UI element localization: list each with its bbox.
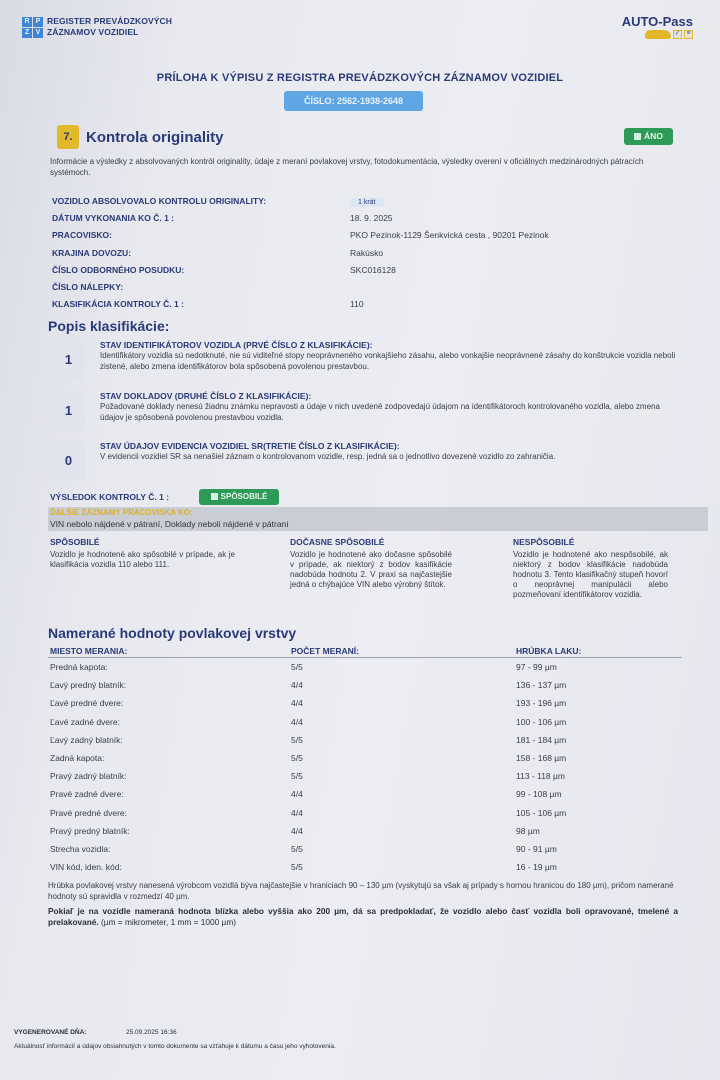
classification-description-title: Popis klasifikácie: [48,318,170,334]
table-row: Ľavý zadný blatník: 5/5 181 - 184 µm [50,734,567,745]
rpzv-logo-text: REGISTER PREVÁDZKOVÝCH ZÁZNAMOV VOZIDIEL [47,16,172,37]
table-row: Pravý zadný blatník: 5/5 113 - 118 µm [50,771,565,782]
footer-note: Aktuálnosť informácií a údajov obsiahnutých v tomto dokumente sa vzťahuje k dátumu a času jeho vyhotovenia. [14,1043,336,1050]
classification-digit: 1 [52,340,85,380]
category-suitable: SPÔSOBILÉ Vozidlo je hodnotené ako spôsobilé v prípade, ak je klasifikácia vozidla 110 alebo 111. [50,537,235,569]
result-label: VÝSLEDOK KONTROLY Č. 1 : [50,492,170,502]
car-icon [645,30,671,39]
result-badge: SPÔSOBILÉ [199,489,279,505]
check-icon [211,493,218,500]
table-row: Ľavé zadné dvere: 4/4 100 - 106 µm [50,716,567,727]
table-row: Zadná kapota: 5/5 158 - 168 µm [50,752,567,763]
table-row: Strecha vozidla: 5/5 90 - 91 µm [50,843,557,854]
category-unsuitable: NESPÔSOBILÉ Vozidlo je hodnotené ako nespôsobilé, ak niektorý z bodov klasifikácie nadobúda hodnotu 3. Tento klasifikačný stupeň hovorí o neoprávnej manipulácii alebo pozmeňovaní identifikátorov vozidla. [513,537,668,599]
document-number-badge: ČÍSLO: 2562-1938-2648 [284,91,423,111]
thickness-warning: Pokiaľ je na vozidle nameraná hodnota blízka alebo vyššia ako 200 µm, dá sa predpokladať, že vozidlo alebo časť vozidla boli opravované, tmelené a prelakované. (µm = mikrometer, 1 mm = 1000 µm) [48,906,678,927]
check-icon [634,133,641,140]
generated-label: VYGENEROVANÉ DŇA: [14,1029,87,1036]
document-page: R P Z V REGISTER PREVÁDZKOVÝCH ZÁZNAMOV VOZIDIEL AUTO-Pass ✓ ≡ PRÍLOHA K VÝPISU Z REGISTRA PREVÁDZKOVÝCH ZÁZNAMOV VOZIDIEL ČÍSLO: 2562-1938-2648 7. Kontrola originality ÁNO Informácie a výsledky z absolvovaných kontról originality, údaje z meraní povlakovej vrstvy, fotodokumentácia, výsledky overení v oficiálnych medzinárodných pátracích systémoch. VOZIDLO ABSOLVOVALO KONTROLU ORIGINALITY: 1 krát DÁTUM VYKONANIA KO Č. 1 : 18. 9. 2025 PRACOVISKO: PKO Pezinok-1129 Šenkvická cesta , 90201 Pezinok KRAJINA DOVOZU: Rakúsko ČÍSLO ODBORNÉHO POSUDKU: SKC016128 ČÍSLO NÁLEPKY: KLASIFIKÁCIA KONTROLY Č. 1 : 110 Popis klasifikácie: 1 STAV IDENTIFIKÁTOROV VOZIDLA (PRVÉ ČÍSLO Z KLASIFIKÁCIE): Identifikátory vozidla sú nedotknuté, nie sú viditeľné stopy neoprávneného vonkajšieho zásahu, alebo vonkajšie neoprávnené zásahy do konštrukcie vozidla neboli zistené, alebo zmena identifikátorov bola spôsobená povolenou prestavbou. 1 STAV DOKLADOV (DRUHÉ ČÍSLO Z KLASIFIKÁCIE): Požadované doklady nenesú žiadnu známku nepravosti a údaje v nich uvedené zodpovedajú údajom na identifikátoroch kontrolovaného vozidla, alebo zmena údajov je spôsobená povolenou prestavbou vozidla. 0 STAV ÚDAJOV EVIDENCIA VOZIDIEL SR(TRETIE ČÍSLO Z KLASIFIKÁCIE): V evidencii vozidiel SR sa nenašiel záznam o kontrolovanom vozidle, resp. jedná sa o jednotlivo dovezené vozidlo zo zahraničia. VÝSLEDOK KONTROLY Č. 1 : SPÔSOBILÉ ĎALŠIE ZÁZNAMY PRACOVISKA KO: VIN nebolo nájdené v pátraní, Doklady neboli nájdené v pátraní SPÔSOBILÉ Vozidlo je hodnotené ako spôsobilé v prípade, ak je klasifikácia vozidla 110 alebo 111. DOČASNE SPÔSOBILÉ Vozidlo je hodnotené ako dočasne spôsobilé v prípade, ak niektorý z bodov kasifikácie nadobúda hodnotu 2. V praxi sa najčastejšie jedná o chýbajúce VIN alebo výrobný štítok. NESPÔSOBILÉ Vozidlo je hodnotené ako nespôsobilé, ak niektorý z bodov klasifikácie nadobúda hodnotu 3. Tento klasifikačný stupeň hovorí o neoprávnej manipulácii alebo pozmeňovaní identifikátorov vozidla. Namerané hodnoty povlakovej vrstvy MIESTO MERANIA: POČET MERANÍ: HRÚBKA LAKU: Predná kapota: 5/5 97 - 99 µm Ľavý predný blatník: 4/4 136 - 137 µm Ľavé predné dvere: 4/4 193 - 196 µm Ľavé zadné dvere: 4/4 100 - 106 µm Ľavý zadný blatník: 5/5 181 - 184 µm Zadná kapota: 5/5 158 - 168 µm Pravý zadný blatník: 5/5 113 - 118 µm Pravé zadné dvere: 4/4 99 - 108 µm Pravé predné dvere: 4/4 105 - 106 µm Pravý predný blatník: 4/4 98 µm Strecha vozidla: 5/5 90 - 91 µm VIN kód, iden. kód: 5/5 16 - 19 µm Hrúbka povlakovej vrstvy nanesená výrobcom vozidlá býva najčastejšie v hraniciach 90 – 130 µm (vyskytujú sa však aj prípady s hornou hranicou do 180 µm), pričom namerané hodnoty sú spravidla v rozmedzí 40 µm. Pokiaľ je na vozidle nameraná hodnota blízka alebo vyššia ako 200 µm, dá sa predpokladať, že vozidlo alebo časť vozidla boli opravované, tmelené a prelakované. (µm = mikrometer, 1 mm = 1000 µm) VYGENEROVANÉ DŇA: 25.09.2025 16:36 Aktuálnosť informácií a údajov obsiahnutých v tomto dokumente sa vzťahuje k dátumu a času jeho vyhotovenia. [0,0,720,1080]
table-row: Pravý predný blatník: 4/4 98 µm [50,825,540,836]
table-row: Pravé zadné dvere: 4/4 99 - 108 µm [50,789,562,800]
section-status-badge: ÁNO [624,128,673,145]
section-number: 7. [57,125,79,149]
category-temporarily-suitable: DOČASNE SPÔSOBILÉ Vozidlo je hodnotené ako dočasne spôsobilé v prípade, ak niektorý z bodov kasifikácie nadobúda hodnotu 2. V praxi sa najčastejšie jedná o chýbajúce VIN alebo výrobný štítok. [290,537,452,589]
table-header: MIESTO MERANIA: POČET MERANÍ: HRÚBKA LAKU: [48,646,682,658]
table-row: Pravé predné dvere: 4/4 105 - 106 µm [50,807,567,818]
table-row: Ľavý predný blatník: 4/4 136 - 137 µm [50,680,567,691]
additional-records-text: VIN nebolo nájdené v pátraní, Doklady neboli nájdené v pátraní [50,519,289,529]
table-row: Ľavé predné dvere: 4/4 193 - 196 µm [50,698,567,709]
generated-value: 25.09.2025 16:36 [126,1029,177,1036]
checkbox-icon: ✓ [674,30,681,37]
document-icon: ≡ [684,30,693,39]
section-intro: Informácie a výsledky z absolvovaných kontról originality, údaje z meraní povlakovej vrstvy, fotodokumentácia, výsledky overení v oficiálnych medzinárodných pátracích systémoch. [50,157,644,177]
measurements-title: Namerané hodnoty povlakovej vrstvy [48,625,297,641]
count-pill: 1 krát [350,198,384,207]
table-row: VIN kód, iden. kód: 5/5 16 - 19 µm [50,862,557,873]
thickness-note: Hrúbka povlakovej vrstvy nanesená výrobcom vozidlá býva najčastejšie v hraniciach 90 – 130 µm (vyskytujú sa však aj prípady s hornou hranicou do 180 µm), pričom namerané hodnoty sú spravidla v rozmedzí 40 µm. [48,881,674,901]
autopass-title: AUTO-Pass [621,14,693,29]
additional-records-label: ĎALŠIE ZÁZNAMY PRACOVISKA KO: [50,508,193,517]
autopass-logo [622,14,693,39]
section-title: Kontrola originality [86,129,224,146]
classification-digit: 0 [52,441,85,481]
table-row: Predná kapota: 5/5 97 - 99 µm [50,662,557,672]
classification-digit: 1 [52,391,85,431]
rpzv-logo [22,16,172,38]
measurements-table [48,646,682,876]
document-title: PRÍLOHA K VÝPISU Z REGISTRA PREVÁDZKOVÝCH ZÁZNAMOV VOZIDIEL [156,72,564,84]
rpzv-logo-icon: R P Z V [22,17,43,38]
